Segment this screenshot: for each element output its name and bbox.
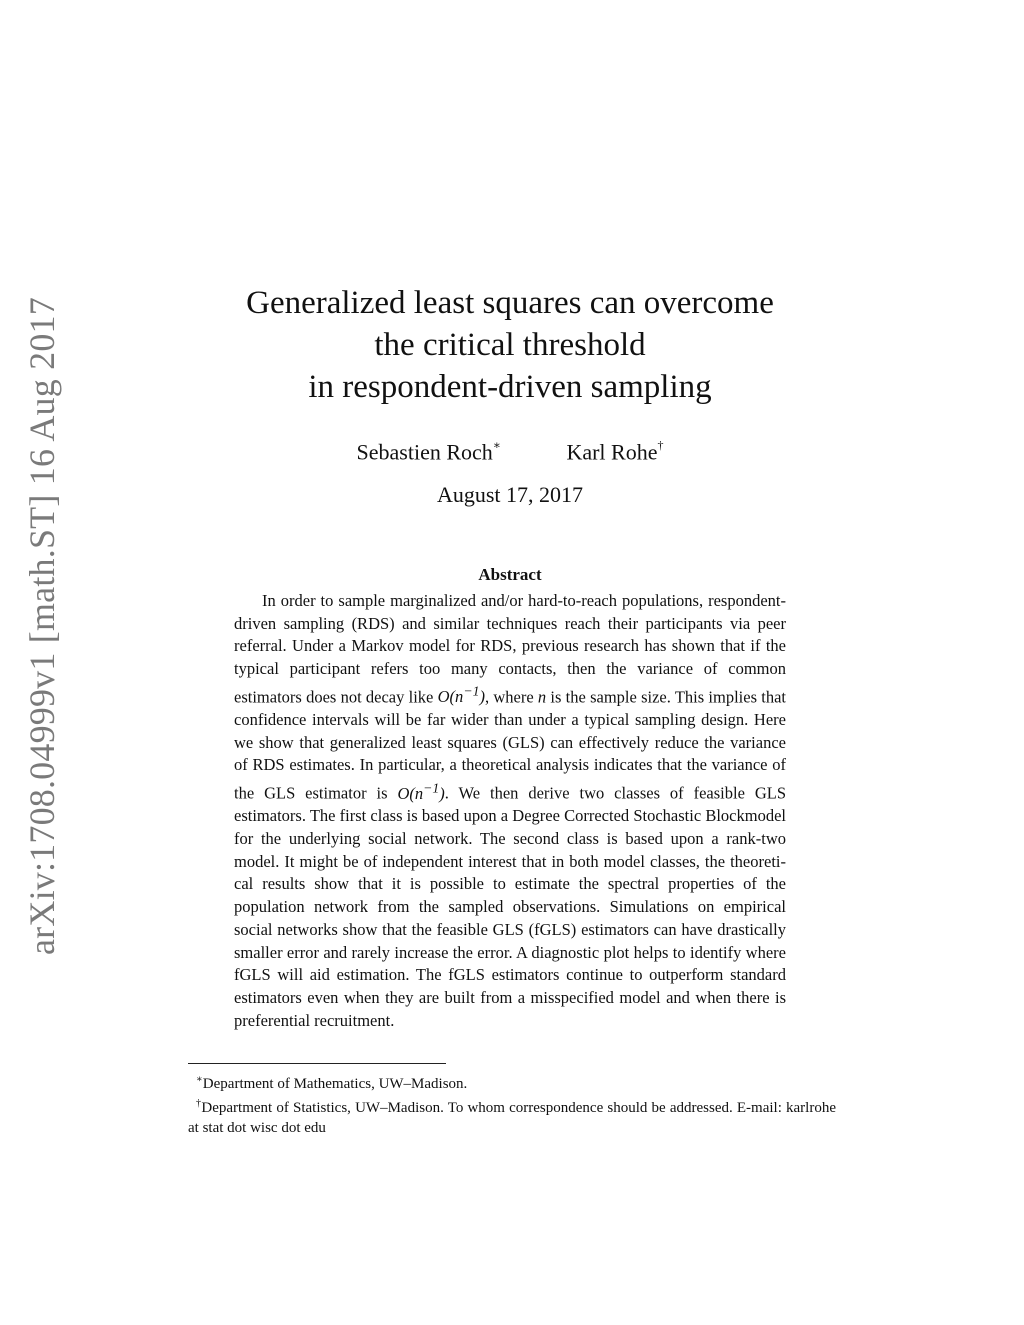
arxiv-identifier-stamp: arXiv:1708.04999v1 [math.ST] 16 Aug 2017 (22, 297, 62, 955)
author-roch (357, 432, 501, 467)
author-footnote-mark: ∗ (492, 438, 501, 452)
footnote-stat-dept (188, 1094, 836, 1138)
footnote-text: Department of Statistics, UW–Madison. To whom correspondence should be addressed. E-mail: karlrohe at stat dot wisc dot edu (188, 1100, 837, 1136)
abstract-segment: is the sample size. This implies that confidence intervals will be far wider than under a typical sampling design. Here we show that generalized least squares (GLS) can effectively reduce the variance of RDS estimates. In particular, a theoretical analysis indicates that the variance of the GLS estimator is (234, 687, 786, 803)
author-name: Sebastien Roch (356, 439, 493, 465)
math-big-o (397, 780, 445, 803)
author-rohe (566, 432, 663, 467)
footnotes (188, 1070, 836, 1138)
author-name: Karl Rohe (566, 439, 658, 465)
footnote-divider (188, 1063, 446, 1064)
abstract-segment: , where (484, 687, 538, 707)
footnote-text: Department of Mathematics, UW–Madison. (202, 1076, 468, 1092)
math-n: n (537, 687, 547, 707)
publication-date: August 17, 2017 (436, 482, 584, 507)
math-close: ) (439, 783, 445, 803)
abstract-segment: In order to sample marginalized and/or hard-to-reach populations, respondent-driven sampling (RDS) and similar techniques reach their participants via peer referral. Under a Markov model for RDS, previous research has shown that if the typical participant refers too many contacts, then the variance of common estimators does not decay like (234, 591, 786, 707)
title-line-2: the critical threshold (374, 327, 646, 363)
paper-title (180, 282, 840, 408)
abstract-heading: Abstract (478, 565, 542, 584)
abstract-text (234, 590, 786, 1032)
title-line-1: Generalized least squares can overcome (246, 285, 774, 321)
footnote-mark: † (196, 1098, 202, 1109)
abstract-segment: . We then derive two classes of feasible GLS estimators. The first class is based upon a Degree Corrected Stochastic Blockmodel for the underlying social network. The second class is based upon a rank-two model. It might be of independent interest that in both model classes, the theoretical results show that it is possible to estimate the spectral properties of the population network from the sampled observations. Simulations on empirical social networks show that the feasible GLS (fGLS) estimators can have drastically smaller error and rarely increase the error. A diagnostic plot helps to identify where fGLS will aid estimation. The fGLS estimators continue to outperform standard estimators even when they are built from a misspecified model and when there is preferential recruitment. (234, 783, 786, 1030)
math-base: O(n (437, 687, 464, 707)
math-big-o (437, 683, 485, 707)
author-list (180, 432, 840, 467)
math-base: O(n (397, 783, 424, 803)
math-exponent: −1 (423, 780, 440, 796)
math-close: ) (479, 687, 485, 707)
math-exponent: −1 (463, 683, 480, 699)
title-line-3: in respondent-driven sampling (308, 369, 712, 405)
footnote-math-dept (188, 1070, 836, 1094)
footnote-mark: ∗ (196, 1074, 203, 1085)
author-footnote-mark: † (657, 438, 664, 452)
